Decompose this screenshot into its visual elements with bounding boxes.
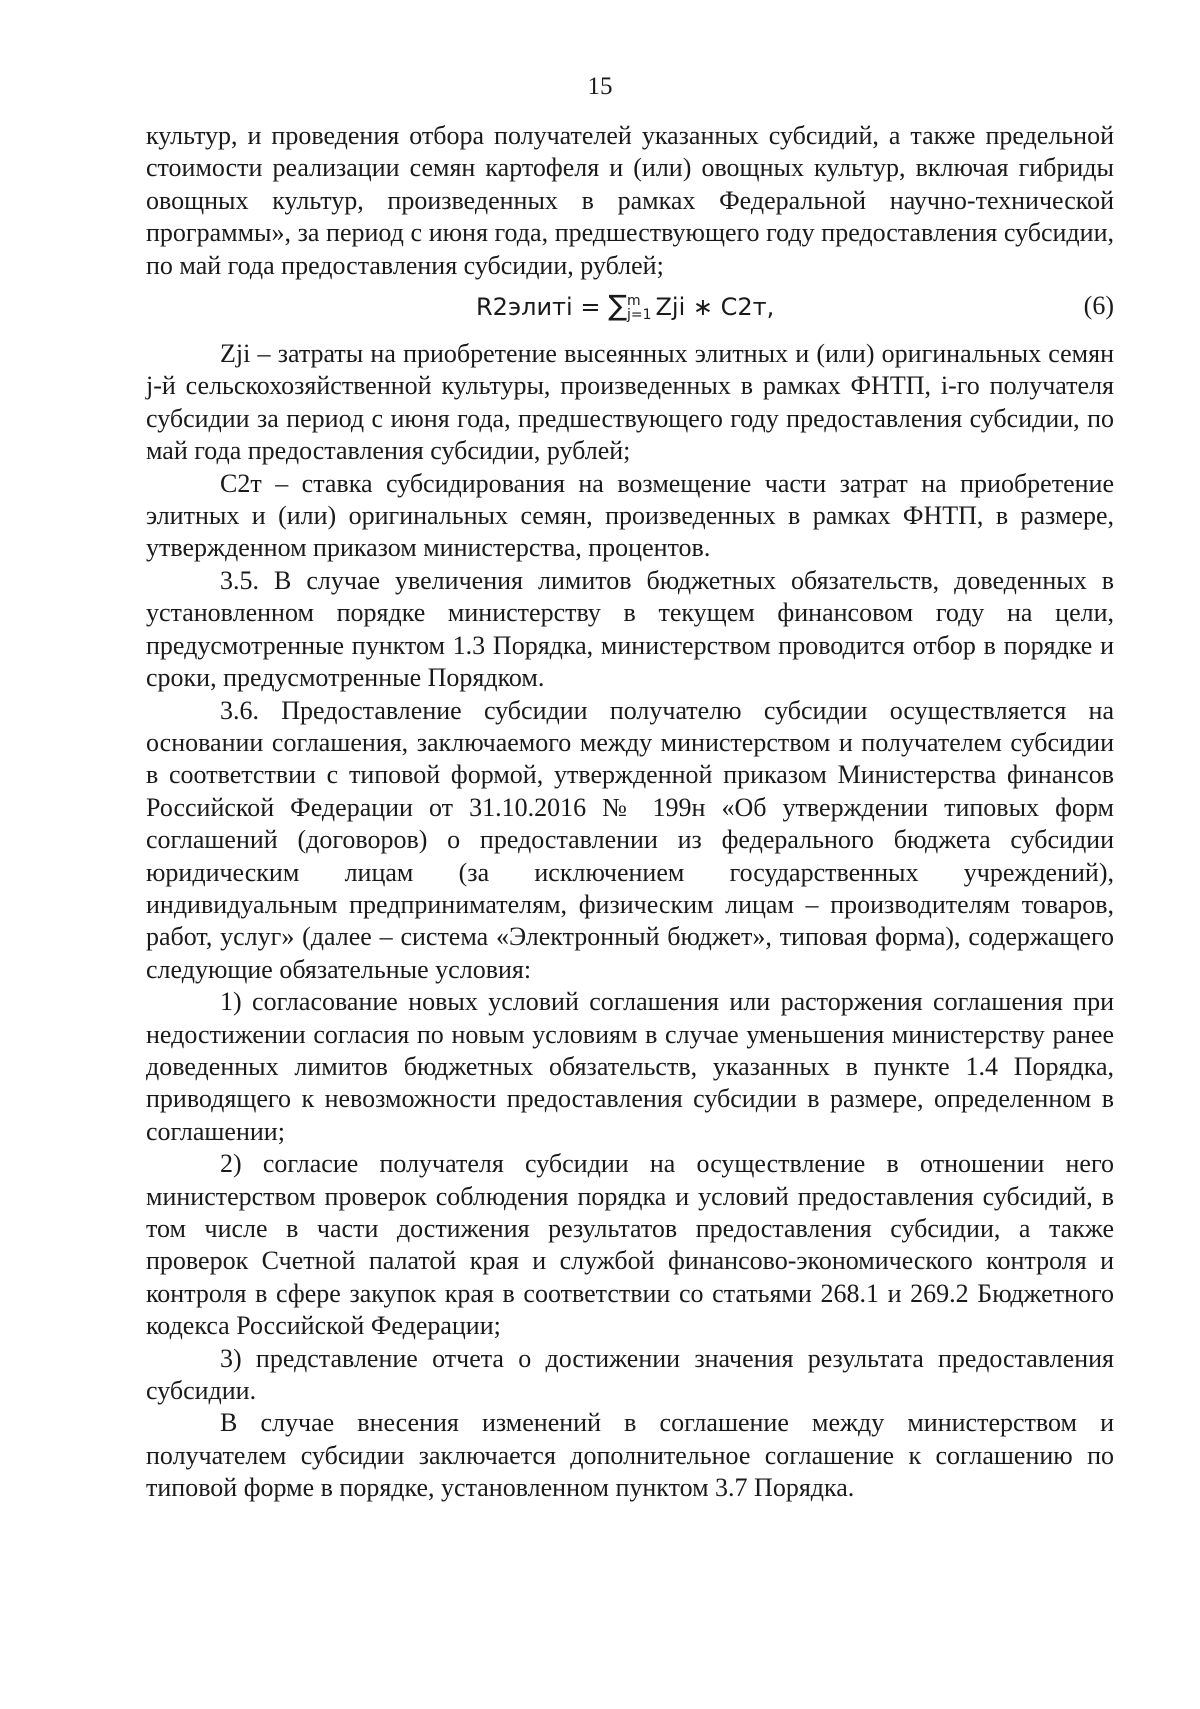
formula-number: (6) bbox=[1083, 291, 1114, 321]
sum-upper-limit: m bbox=[626, 293, 641, 310]
document-body bbox=[146, 120, 1114, 1505]
paragraph-condition-1: 1) согласование новых условий соглашения или расторжения соглашения при недостижении согласия по новым условиям в случае уменьшения министерству ранее доведенных лимитов бюджетных обязательств, указанных в пункте 1.4 Порядка, приводящего к невозможности предоставления субсидии в размере, определенном в соглашении; bbox=[146, 987, 1114, 1146]
sum-symbol: ∑ bbox=[608, 289, 627, 323]
paragraph-condition-2: 2) согласие получателя субсидии на осуществление в отношении него министерством проверок соблюдения порядка и условий предоставления субсидий, в том числе в части достижения результатов предоставления субсидии, а также проверок Счетной палатой края и службой финансово-экономического контроля и контроля в сфере закупок края в соответствии со статьями 268.1 и 269.2 Бюджетного кодекса Российской Федерации; bbox=[146, 1149, 1114, 1341]
formula-lhs: R2элитi = bbox=[476, 293, 609, 322]
paragraph-agreement-changes: В случае внесения изменений в соглашение между министерством и получателем субсидии заключается дополнительное соглашение к соглашению по типовой форме в порядке, установленном пунктом 3.7 Порядка. bbox=[146, 1408, 1114, 1503]
paragraph-zji-definition: Zji – затраты на приобретение высеянных элитных и (или) оригинальных семян j-й сельскохозяйственной культуры, произведенных в рамках ФНТП, i-го получателя субсидии за период с июня года, предшествующего году предоставления субсидии, по май года предоставления субсидии, рублей; bbox=[146, 339, 1114, 466]
sum-limits bbox=[627, 294, 652, 322]
formula-rhs: Zji ∗ C2т, bbox=[655, 293, 775, 322]
formula-expression bbox=[476, 290, 774, 323]
paragraph-condition-3: 3) представление отчета о достижении значения результата предоставления субсидии. bbox=[146, 1343, 1114, 1406]
paragraph-c2t-definition: С2т – ставка субсидирования на возмещение части затрат на приобретение элитных и (или) оригинальных семян, произведенных в рамках ФНТП, в размере, утвержденном приказом министерства, процентов. bbox=[146, 468, 1114, 563]
sum-lower-limit: j=1 bbox=[626, 307, 652, 324]
paragraph-continuation: культур, и проведения отбора получателей указанных субсидий, а также предельной стоимости реализации семян картофеля и (или) овощных культур, включая гибриды овощных культур, произведенных в рамках Федеральной научно-технической программы», за период с июня года, предшествующего году предоставления субсидии, по май года предоставления субсидии, рублей; bbox=[146, 121, 1114, 280]
paragraph-3-5: 3.5. В случае увеличения лимитов бюджетных обязательств, доведенных в установленном порядке министерству в текущем финансовом году на цели, предусмотренные пунктом 1.3 Порядка, министерством проводится отбор в порядке и сроки, предусмотренные Порядком. bbox=[146, 565, 1114, 693]
page-number: 15 bbox=[587, 73, 613, 100]
formula-6 bbox=[146, 282, 1114, 338]
paragraph-3-6: 3.6. Предоставление субсидии получателю субсидии осуществляется на основании соглашения, заключаемого между министерством и получателем субсидии в соответствии с типовой формой, утвержденной приказом Министерства финансов Российской Федерации от 31.10.2016 № 199н «Об утверждении типовых форм соглашений (договоров) о предоставлении из федерального бюджета субсидии юридическим лицам (за исключением государственных учреждений), индивидуальным предпринимателям, физическим лицам – производителям товаров, работ, услуг» (далее – система «Электронный бюджет», типовая форма), содержащего следующие обязательные условия: bbox=[146, 695, 1114, 984]
